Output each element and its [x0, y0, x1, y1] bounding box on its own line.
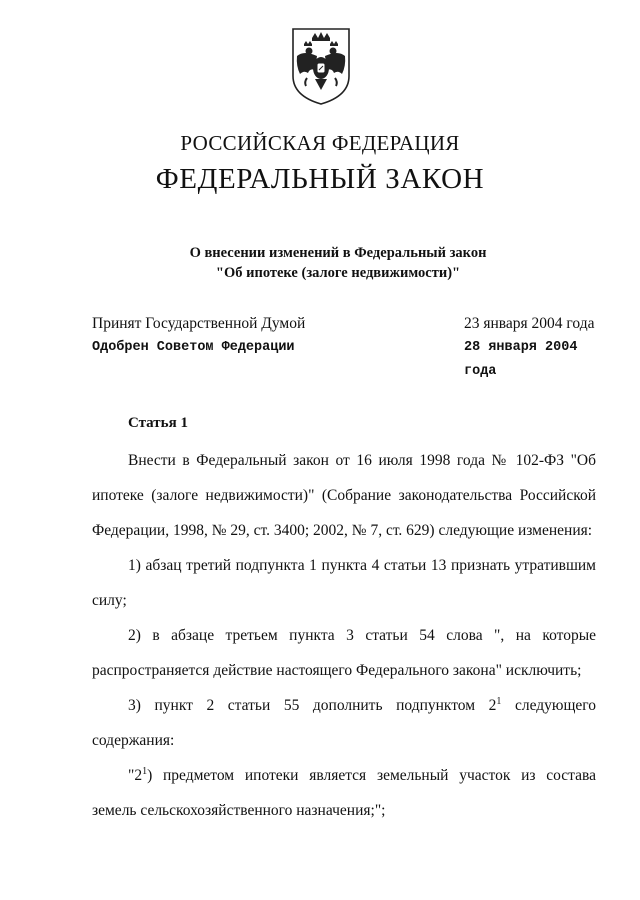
- law-type-heading: ФЕДЕРАЛЬНЫЙ ЗАКОН: [155, 163, 485, 195]
- item-3-superscript: 1: [496, 695, 502, 707]
- quote-open: "2: [128, 767, 143, 784]
- quote-text: ) предметом ипотеки является земельный участок из состава земель сельскохозяйственного назначения;";: [92, 767, 596, 819]
- article-item-3: [92, 688, 596, 758]
- law-title-line-2: "Об ипотеке (залоге недвижимости)": [215, 265, 461, 281]
- item-3-text-end: следующего содержания:: [92, 697, 596, 749]
- duma-label: Принят Государственной Думой: [92, 315, 306, 332]
- adoption-row-duma: [92, 312, 610, 336]
- duma-date: 23 января 2004 года: [464, 315, 595, 332]
- article-item-2: 2) в абзаце третьем пункта 3 статьи 54 слова ", на которые распространяется действие настоящего Федерального закона" исключить;: [92, 627, 596, 679]
- article-item-1: 1) абзац третий подпункта 1 пункта 4 статьи 13 признать утратившим силу;: [92, 557, 596, 609]
- article-quote: [92, 758, 596, 828]
- coat-of-arms-icon: [290, 26, 352, 106]
- council-date: 28 января 2004 года: [464, 340, 578, 379]
- article-heading: Статья 1: [128, 415, 188, 431]
- article-intro: Внести в Федеральный закон от 16 июля 1998 года № 102-ФЗ "Об ипотеке (залоге недвижимости)" (Собрание законодательства Российской Федерации, 1998, № 29, ст. 3400; 2002, № 7, ст. 629) следующие изменения:: [92, 452, 596, 539]
- article-body: [92, 443, 596, 828]
- law-title-line-1: О внесении изменений в Федеральный закон: [189, 245, 487, 261]
- law-title: [0, 243, 640, 283]
- quote-superscript: 1: [142, 765, 148, 777]
- item-3-text: 3) пункт 2 статьи 55 дополнить подпунктом 2: [128, 697, 497, 714]
- adoption-row-council: [92, 336, 610, 379]
- adoption-block: [92, 312, 610, 379]
- council-label: Одобрен Советом Федерации: [92, 340, 295, 355]
- country-name: РОССИЙСКАЯ ФЕДЕРАЦИЯ: [180, 131, 460, 155]
